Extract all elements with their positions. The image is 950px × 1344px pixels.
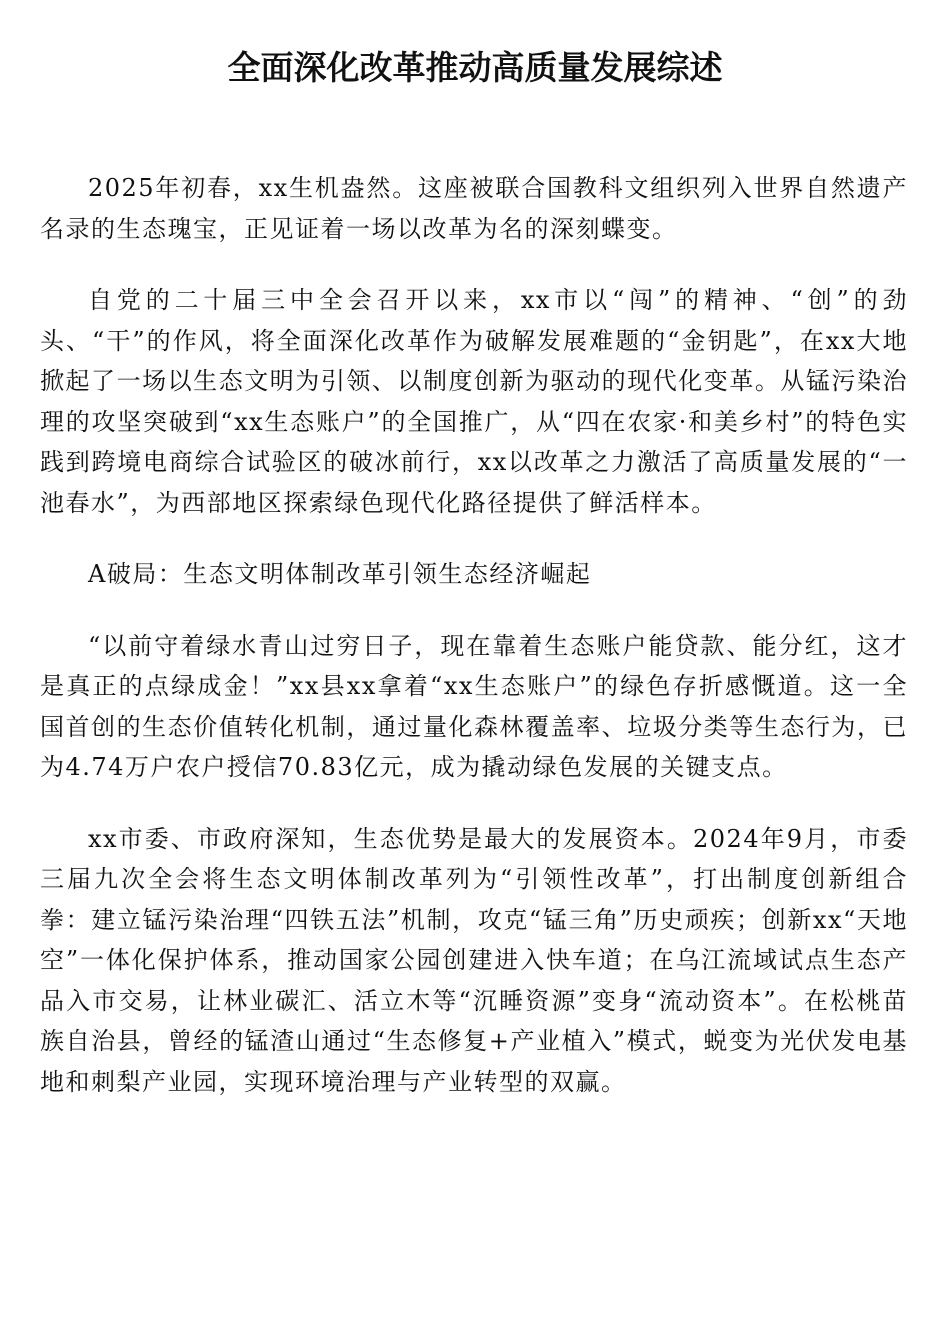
paragraph-reform-measures: xx市委、市政府深知，生态优势是最大的发展资本。2024年9月，市委三届九次全会将生态文明体制改革列为“引领性改革”，打出制度创新组合拳：建立锰污染治理“四铁五法”机制，攻克“锰三角”历史顽疾；创新xx“天地空”一体化保护体系，推动国家公园创建进入快车道；在乌江流域试点生态产品入市交易，让林业碳汇、活立木等“沉睡资源”变身“流动资本”。在松桃苗族自治县，曾经的锰渣山通过“生态修复+产业植入”模式，蜕变为光伏发电基地和刺梨产业园，实现环境治理与产业转型的双赢。 xyxy=(40,824,908,1096)
paragraph-eco-account: “以前守着绿水青山过穷日子，现在靠着生态账户能贷款、能分红，这才是真正的点绿成金！”xx县xx拿着“xx生态账户”的绿色存折感慨道。这一全国首创的生态价值转化机制，通过量化森林覆盖率、垃圾分类等生态行为，已为4.74万户农户授信70.83亿元，成为撬动绿色发展的关键支点。 xyxy=(40,631,908,781)
paragraph-intro: 2025年初春，xx生机盎然。这座被联合国教科文组织列入世界自然遗产名录的生态瑰宝，正见证着一场以改革为名的深刻蝶变。 xyxy=(40,174,908,243)
document-title: 全面深化改革推动高质量发展综述 xyxy=(227,48,723,87)
document-body xyxy=(40,168,908,1133)
section-heading: A破局：生态文明体制改革引领生态经济崛起 xyxy=(88,560,592,588)
paragraph-overview: 自党的二十届三中全会召开以来，xx市以“闯”的精神、“创”的劲头、“干”的作风，将全面深化改革作为破解发展难题的“金钥匙”，在xx大地掀起了一场以生态文明为引领、以制度创新为驱动的现代化变革。从锰污染治理的攻坚突破到“xx生态账户”的全国推广，从“四在农家·和美乡村”的特色实践到跨境电商综合试验区的破冰前行，xx以改革之力激活了高质量发展的“一池春水”，为西部地区探索绿色现代化路径提供了鲜活样本。 xyxy=(40,286,908,517)
